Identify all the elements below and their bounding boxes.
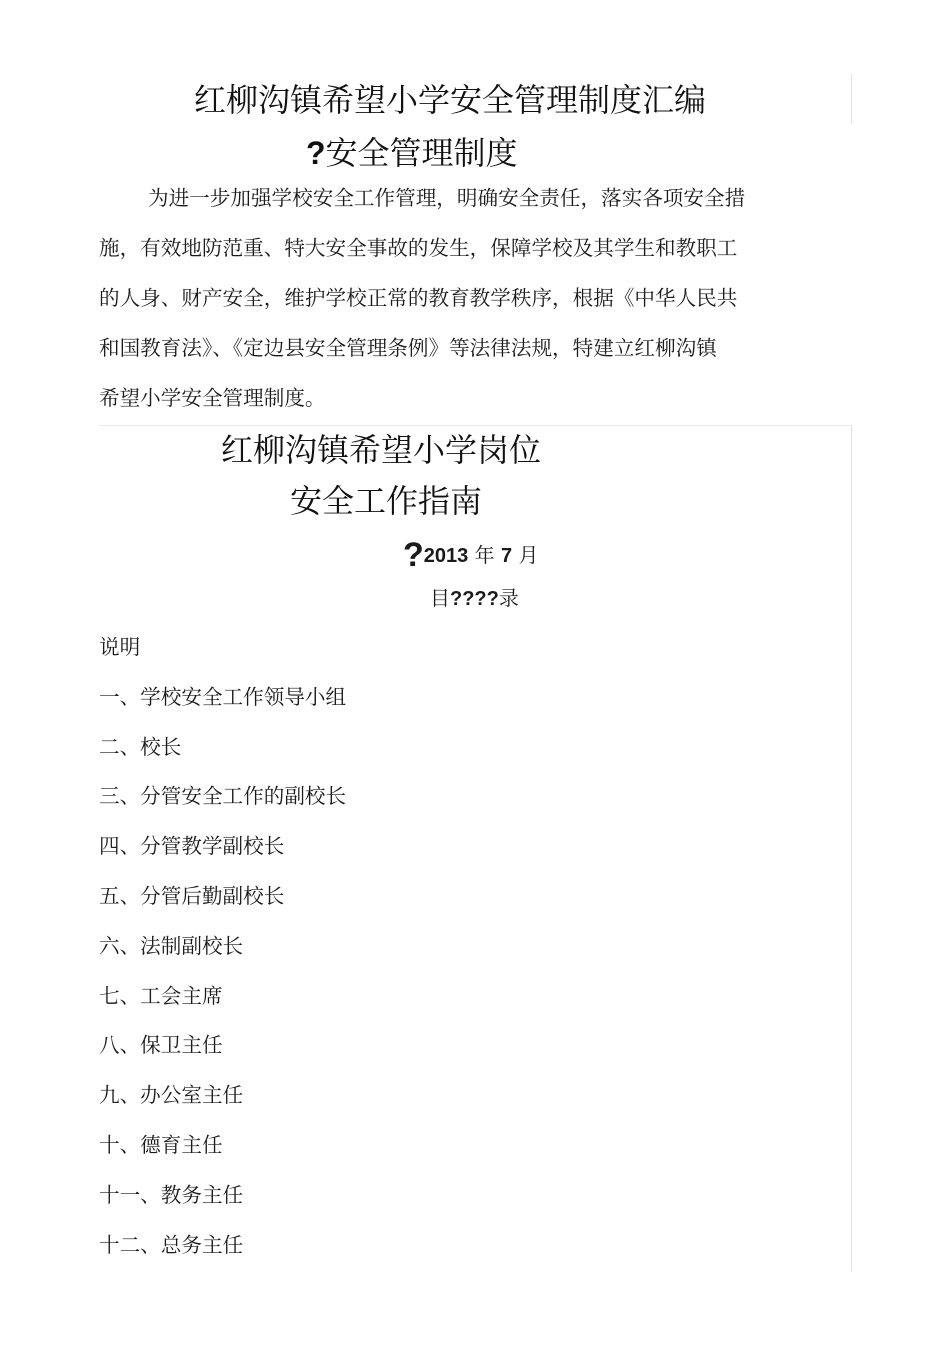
date-year: 2013 bbox=[423, 545, 469, 567]
contents-heading-marks: ???? bbox=[450, 588, 499, 610]
toc-item: 三、分管安全工作的副校长 bbox=[99, 784, 347, 809]
section-heading bbox=[306, 133, 518, 173]
toc-item: 十一、教务主任 bbox=[99, 1182, 244, 1207]
table-of-contents bbox=[99, 623, 346, 1270]
toc-item: 二、校长 bbox=[99, 734, 182, 759]
toc-item: 十二、总务主任 bbox=[99, 1232, 244, 1257]
page-edge-rule-top bbox=[851, 74, 852, 124]
intro-line: 的人身、财产安全，维护学校正常的教育教学秩序，根据《中华人民共 bbox=[99, 286, 738, 310]
toc-item: 五、分管后勤副校长 bbox=[99, 883, 285, 908]
section-divider-rule bbox=[99, 425, 852, 426]
toc-item: 九、办公室主任 bbox=[99, 1083, 244, 1108]
publication-date bbox=[403, 538, 538, 573]
toc-item: 六、法制副校长 bbox=[99, 933, 244, 958]
toc-item: 十、德育主任 bbox=[99, 1132, 223, 1157]
contents-heading-left: 目 bbox=[430, 586, 450, 610]
guide-title-line-2-text: 安全工作指南 bbox=[290, 482, 483, 520]
guide-title-line-1 bbox=[221, 430, 541, 470]
intro-paragraph bbox=[99, 173, 789, 423]
date-month-unit: 月 bbox=[518, 543, 539, 567]
toc-item: 说明 bbox=[99, 635, 141, 659]
section-heading-marker: ? bbox=[306, 135, 326, 171]
intro-line: 为进一步加强学校安全工作管理，明确安全责任，落实各项安全措 bbox=[148, 186, 746, 210]
date-marker: ? bbox=[403, 536, 424, 574]
guide-title-line-2 bbox=[290, 481, 482, 521]
intro-line: 和国教育法》、《定边县安全管理条例》等法律法规，特建立红柳沟镇 bbox=[99, 336, 717, 360]
document-title bbox=[194, 80, 706, 120]
toc-item: 七、工会主席 bbox=[99, 983, 223, 1008]
contents-heading bbox=[430, 584, 519, 613]
toc-item: 八、保卫主任 bbox=[99, 1033, 223, 1058]
intro-line: 施，有效地防范重、特大安全事故的发生，保障学校及其学生和教职工 bbox=[99, 236, 738, 260]
guide-title-line-1-text: 红柳沟镇希望小学岗位 bbox=[221, 431, 542, 469]
toc-item: 一、学校安全工作领导小组 bbox=[99, 684, 347, 709]
date-year-unit: 年 bbox=[474, 543, 495, 567]
date-month: 7 bbox=[501, 545, 513, 567]
toc-item: 四、分管教学副校长 bbox=[99, 834, 285, 859]
page-edge-rule-bottom bbox=[851, 426, 852, 1271]
section-heading-text: 安全管理制度 bbox=[325, 134, 518, 172]
intro-line: 希望小学安全管理制度。 bbox=[99, 386, 326, 410]
contents-heading-right: 录 bbox=[498, 586, 519, 610]
document-title-text: 红柳沟镇希望小学安全管理制度汇编 bbox=[194, 81, 707, 119]
